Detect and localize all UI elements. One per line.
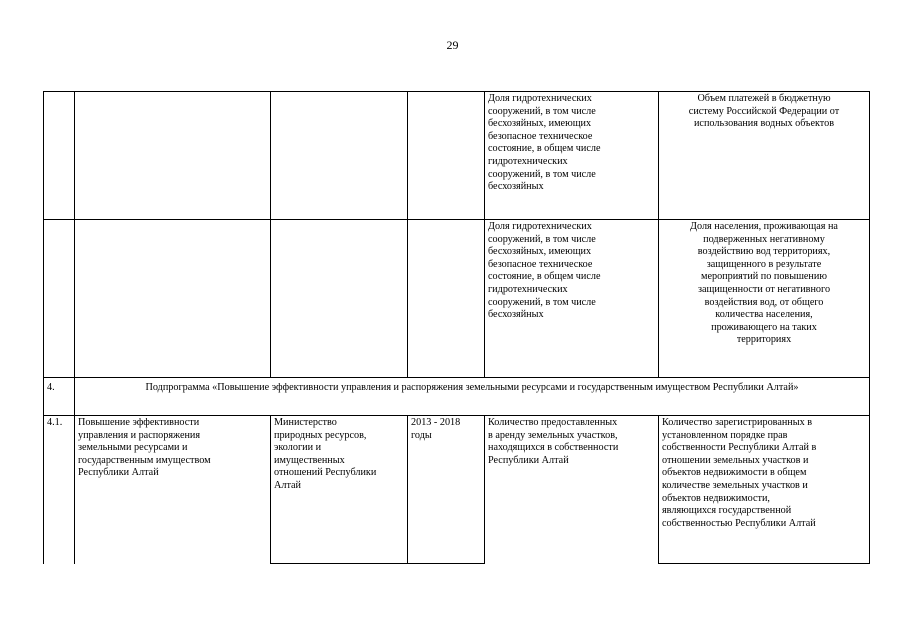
cell-period-empty bbox=[408, 220, 485, 378]
item-number: 4.1. bbox=[44, 416, 75, 564]
item-result: Количество зарегистрированных в установленном порядке прав собственности Республики Алтай в отношении земельных участков и объектов недвижимости в общем количестве земельных участков и объектов недвижимости, являющихся государственной собственностью Республики Алтай bbox=[659, 416, 870, 564]
cell-number-empty bbox=[44, 92, 75, 220]
page-number: 29 bbox=[446, 38, 459, 52]
program-table bbox=[43, 91, 870, 564]
cell-period-empty bbox=[408, 92, 485, 220]
cell-name-empty bbox=[75, 92, 271, 220]
table-row bbox=[44, 220, 870, 378]
section-number: 4. bbox=[44, 378, 75, 416]
table-row bbox=[44, 416, 870, 564]
table-row bbox=[44, 92, 870, 220]
result-cell: Доля населения, проживающая на подверженных негативному воздействию вод территориях, защищенного в результате мероприятий по повышению защищенности от негативного воздействия вод, от общего количества населения, проживающего на таких территориях bbox=[659, 220, 870, 378]
cell-executor-empty bbox=[271, 220, 408, 378]
item-name: Повышение эффективности управления и распоряжения земельными ресурсами и государственным имуществом Республики Алтай bbox=[75, 416, 271, 564]
section-row bbox=[44, 378, 870, 416]
cell-name-empty bbox=[75, 220, 271, 378]
section-title: Подпрограмма «Повышение эффективности управления и распоряжения земельными ресурсами и государственным имуществом Республики Алтай» bbox=[75, 378, 870, 416]
item-indicator: Количество предоставленных в аренду земельных участков, находящихся в собственности Республики Алтай bbox=[485, 416, 659, 564]
item-executor: Министерство природных ресурсов, экологии и имущественных отношений Республики Алтай bbox=[271, 416, 408, 564]
cell-number-empty bbox=[44, 220, 75, 378]
result-cell: Объем платежей в бюджетную систему Российской Федерации от использования водных объектов bbox=[659, 92, 870, 220]
indicator-cell: Доля гидротехнических сооружений, в том числе бесхозяйных, имеющих безопасное техническое состояние, в общем числе гидротехнических сооружений, в том числе бесхозяйных bbox=[485, 220, 659, 378]
cell-executor-empty bbox=[271, 92, 408, 220]
item-period: 2013 - 2018 годы bbox=[408, 416, 485, 564]
indicator-cell: Доля гидротехнических сооружений, в том числе бесхозяйных, имеющих безопасное техническое состояние, в общем числе гидротехнических сооружений, в том числе бесхозяйных bbox=[485, 92, 659, 220]
